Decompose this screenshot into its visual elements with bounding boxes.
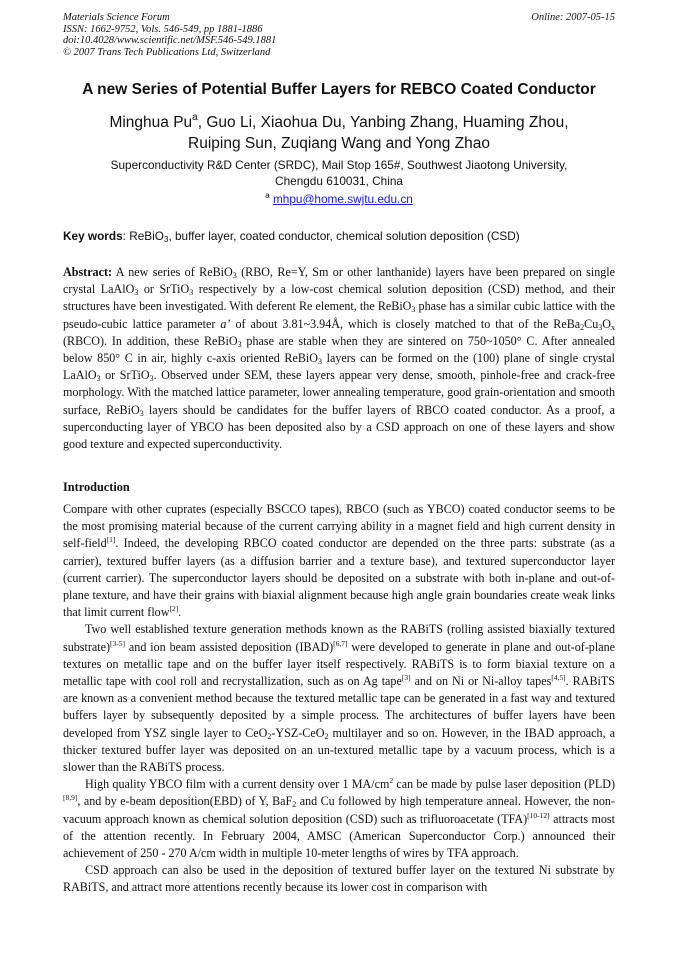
abstract-text: A new series of ReBiO$_3$ (RBO, Re=Y, Sm or other lanthanide) layers have been prepared on single crystal LaAlO$_3$ or SrTiO$_3$ respectively by a low-cost chemical solution deposition (CSD) method, and their structures have been investigated. With deferent Re element, the ReBiO$_3$ phase has a similar cubic lattice with the pseudo-cubic lattice parameter a’ of about 3.81~3.94Å, which is closely matched to that of the $ReBa_2Cu_3O_x$ (RBCO). In addition, these ReBiO$_3$ phase are stable when they are sintered on 750~1050° C. After annealed below 850° C in air, highly c-axis oriented ReBiO$_3$ layers can be formed on the (100) plane of single crystal LaAlO$_3$ or SrTiO$_3$. Observed under SEM, these layers appear very dense, smooth, pinhole-free and crack-free morphology. With the matched lattice parameter, lower annealing temperature, good grain-orientation and smooth surface, ReBiO$_3$ layers should be candidates for the buffer layers of RBCO coated conductor. As a proof, a superconducting layer of YBCO has been deposited also by a CSD approach on one of these layers and show good texture and expected superconductivity.	[63, 265, 616, 452]
email-link[interactable]: mhpu@home.swjtu.edu.cn	[272, 192, 413, 206]
email-line	[80, 192, 598, 206]
keywords-label: Key words	[63, 229, 123, 243]
online-date: Online: 2007-05-15	[531, 12, 615, 23]
author-affil-mark: a	[192, 112, 198, 123]
keywords-text: : ReBiO$_3$, buffer layer, coated conductor, chemical solution deposition (CSD)	[122, 229, 520, 244]
section-heading-introduction: Introduction	[63, 480, 130, 494]
affiliation	[80, 157, 598, 189]
email-mark: a	[265, 191, 270, 200]
author-first: Minghua Pu	[109, 114, 193, 131]
journal-copyright: © 2007 Trans Tech Publications Ltd, Switzerland	[63, 46, 271, 58]
journal-header	[63, 12, 276, 58]
intro-paragraph-3: High quality YBCO film with a current density over 1 $MA/cm^2$ can be made by pulse laser deposition (PLD)[8,9], and by e-beam deposition(EBD) of Y, BaF$_2$ and Cu followed by high temperature anneal. However, the non-vacuum approach known as chemical solution deposition (CSD) such as trifluoroacetate (TFA)[10-12] attracts most of the attention recently. In February 2004, AMSC (American Superconductor Corp.) announced their achievement of 250 - 270 A/cm width in multiple 10-meter lengths of wires by TFA approach.	[63, 776, 615, 861]
paper-title: A new Series of Potential Buffer Layers for REBCO Coated Conductor	[82, 81, 596, 98]
keywords	[63, 229, 615, 243]
intro-paragraph-1: Compare with other cuprates (especially BSCCO tapes), RBCO (such as YBCO) coated conductor seems to be the most promising material because of the current carrying ability in a magnet field and high current density in self-field[1]. Indeed, the developing RBCO coated conductor are depended on the three parts: substrate (as a carrier), textured buffer layers (as a diffusion barrier and a texture base), and textured superconductor layer (current carrier). The superconductor layers should be deposited on a substrate with both in-plane and out-of-plane texture, and have their grains with biaxial alignment because high angle grain boundaries create weak links that limit current flow[2].	[63, 502, 615, 620]
abstract	[63, 264, 615, 453]
journal-doi: doi:10.4028/www.scientific.net/MSF.546-549.1881	[63, 35, 277, 46]
affiliation-line1: Superconductivity R&D Center (SRDC), Mail Stop 165#, Southwest Jiaotong University,	[110, 158, 568, 172]
journal-issn: ISSN: 1662-9752, Vols. 546-549, pp 1881-1886	[63, 23, 263, 35]
intro-paragraph-2: Two well established texture generation methods known as the RABiTS (rolling assisted biaxially textured substrate)[3-5] and ion beam assisted deposition (IBAD)[6,7] were developed to generate in plane and out-of-plane textures on metallic tape and on the buffer layer itself respectively. RABiTS is to form biaxial texture on a metallic tape with cool roll and recrystallization, such as on Ag tape[3] and on Ni or Ni-alloy tapes[4,5]. RABiTS are known as a convenient method because the textured metallic tape can be generated in a fast way and textured buffers layer by subsequently deposited by a simple process. The architectures of buffer layers have been developed from YSZ single layer to CeO$_2$-YSZ-CeO$_2$ multilayer and so on. However, in the IBAD approach, a thicker textured buffer layer was deposited on an un-textured metallic tape by a vacuum process, which is a slower than the RABiTS process.	[63, 622, 615, 775]
introduction-body	[63, 501, 615, 897]
author-list	[60, 113, 618, 154]
author-line2: Ruiping Sun, Zuqiang Wang and Yong Zhao	[188, 134, 490, 152]
affiliation-line2: Chengdu 610031, China	[275, 174, 403, 188]
abstract-label: Abstract:	[63, 265, 113, 279]
author-line1: , Guo Li, Xiaohua Du, Yanbing Zhang, Huaming Zhou,	[197, 114, 569, 131]
intro-paragraph-4: CSD approach can also be used in the deposition of textured buffer layer on the textured Ni substrate by RABiTS, and attract more attentions recently because its lower cost in comparison with	[63, 863, 615, 895]
journal-name: Materials Science Forum	[63, 12, 170, 23]
